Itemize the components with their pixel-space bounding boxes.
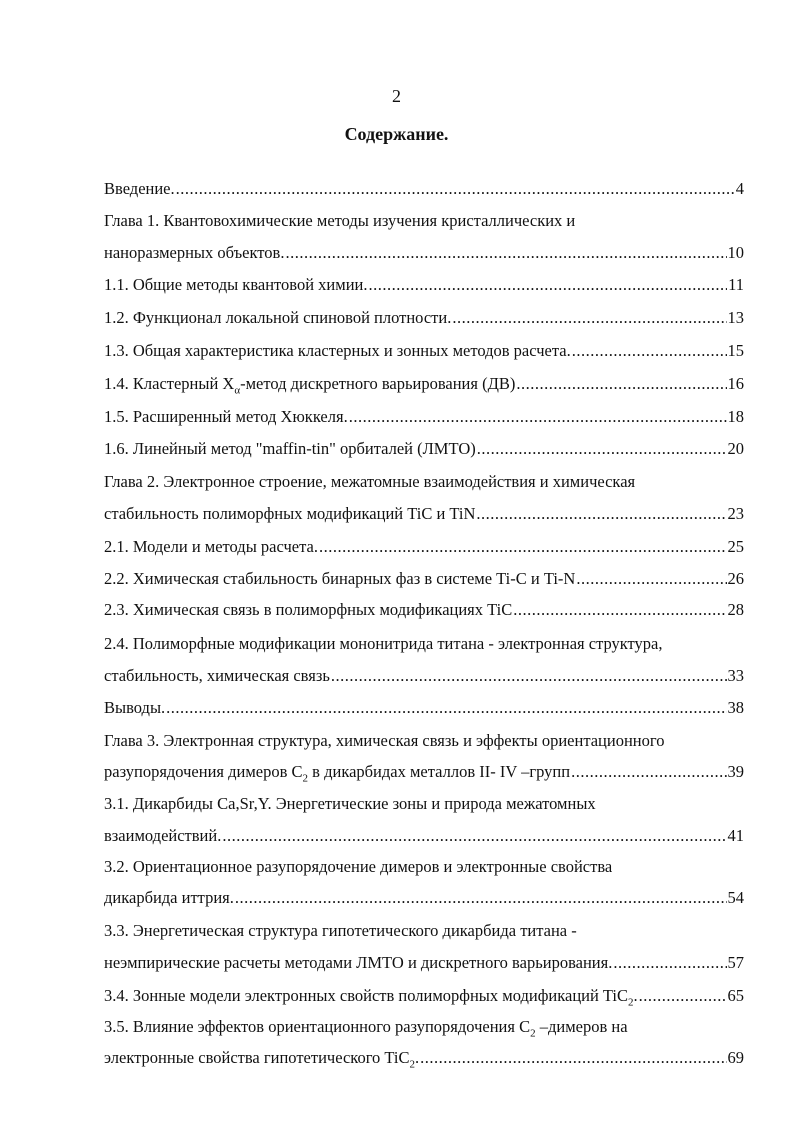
dot-leader bbox=[222, 824, 726, 848]
toc-entry-page: 20 bbox=[727, 439, 744, 458]
toc-entry-page: 65 bbox=[727, 986, 744, 1005]
dot-leader bbox=[235, 886, 727, 910]
toc-entry bbox=[104, 886, 744, 910]
toc-entry-page: 25 bbox=[727, 537, 744, 556]
dot-leader bbox=[176, 177, 735, 201]
toc-entry bbox=[104, 760, 744, 784]
toc-entry-page: 23 bbox=[727, 504, 744, 523]
toc-entry-page: 10 bbox=[727, 243, 744, 262]
toc-entry-title bbox=[104, 1046, 419, 1070]
toc-entry-title: стабильность полиморфных модификаций TiC и TiN bbox=[104, 504, 476, 523]
toc-entry bbox=[104, 664, 744, 688]
title-part: 3.4. Зонные модели электронных свойств полиморфных модификаций TiC bbox=[104, 986, 629, 1005]
dot-leader bbox=[285, 241, 726, 265]
title-part: 1.4. Кластерный X bbox=[104, 374, 235, 393]
toc-entry-page: 54 bbox=[727, 888, 744, 907]
dot-leader bbox=[516, 372, 726, 396]
toc-entry-page: 57 bbox=[727, 953, 744, 972]
toc-entry-title: 2.1. Модели и методы расчета. bbox=[104, 537, 318, 556]
dot-leader bbox=[571, 760, 726, 784]
toc-entry-title: 1.6. Линейный метод "maffin-tin" орбиталей (ЛМТО) bbox=[104, 439, 476, 458]
toc-entry-title: Глава 3. Электронная структура, химическая связь и эффекты ориентационного bbox=[104, 731, 665, 750]
toc-entry-page: 26 bbox=[727, 569, 744, 588]
dot-leader bbox=[319, 535, 727, 559]
title-part: –димеров на bbox=[535, 1017, 628, 1036]
toc-entry-title: 3.3. Энергетическая структура гипотетического дикарбида титана - bbox=[104, 921, 577, 940]
toc-entry-title: Глава 1. Квантовохимические методы изучения кристаллических и bbox=[104, 211, 576, 230]
subscript: 2 bbox=[409, 1058, 416, 1071]
page-number: 2 bbox=[392, 86, 401, 106]
toc-entry bbox=[104, 177, 744, 201]
toc-entry-line bbox=[104, 1015, 744, 1039]
toc-entry-line bbox=[104, 919, 744, 943]
toc-entry bbox=[104, 437, 744, 461]
dot-leader bbox=[477, 437, 727, 461]
toc-entry-line bbox=[104, 470, 744, 494]
toc-entry-title: Введение. bbox=[104, 179, 175, 198]
subscript: α bbox=[234, 384, 241, 397]
toc-entry bbox=[104, 241, 744, 265]
toc-entry-page: 18 bbox=[727, 407, 744, 426]
toc-entry-title: 1.3. Общая характеристика кластерных и зонных методов расчета. bbox=[104, 341, 571, 360]
toc-entry-line bbox=[104, 209, 744, 233]
title-part: разупорядочения димеров C bbox=[104, 762, 303, 781]
dot-leader bbox=[331, 664, 727, 688]
toc-entry-page: 28 bbox=[727, 600, 744, 619]
toc-entry bbox=[104, 696, 744, 720]
title-part: в дикарбидах металлов II- IV –групп bbox=[308, 762, 571, 781]
toc-entry-title bbox=[104, 372, 515, 396]
toc-entry-title: 3.2. Ориентационное разупорядочение димеров и электронные свойства bbox=[104, 857, 613, 876]
toc-entry bbox=[104, 306, 744, 330]
toc-entry-title: 3.1. Дикарбиды Ca,Sr,Y. Энергетические зоны и природа межатомных bbox=[104, 794, 596, 813]
toc-entry bbox=[104, 951, 744, 975]
toc-entry-title: стабильность, химическая связь bbox=[104, 666, 330, 685]
toc-entry-title: 2.4. Полиморфные модификации мононитрида титана - электронная структура, bbox=[104, 634, 663, 653]
dot-leader bbox=[368, 273, 727, 297]
toc-entry-page: 38 bbox=[727, 698, 744, 717]
toc-entry-title: наноразмерных объектов. bbox=[104, 243, 285, 262]
dot-leader bbox=[613, 951, 726, 975]
toc-entry-page: 15 bbox=[727, 341, 744, 360]
toc-entry-title: 2.2. Химическая стабильность бинарных фаз в системе Ti-C и Ti-N bbox=[104, 569, 576, 588]
page-title: Содержание. bbox=[344, 124, 449, 144]
toc-entry-title: Выводы. bbox=[104, 698, 166, 717]
toc-entry bbox=[104, 824, 744, 848]
dot-leader bbox=[166, 696, 726, 720]
subscript: 2 bbox=[302, 772, 309, 785]
toc-entry-title: Глава 2. Электронное строение, межатомные взаимодействия и химическая bbox=[104, 472, 636, 491]
toc-entry-title bbox=[104, 984, 638, 1008]
dot-leader bbox=[452, 306, 726, 330]
toc-entry-title: 2.3. Химическая связь в полиморфных модификациях TiC bbox=[104, 600, 513, 619]
dot-leader bbox=[476, 502, 726, 526]
subscript: 2 bbox=[628, 996, 634, 1009]
title-part: электронные свойства гипотетического TiC bbox=[104, 1048, 410, 1067]
toc-entry bbox=[104, 372, 744, 396]
dot-leader bbox=[513, 598, 726, 622]
toc-entry-page: 13 bbox=[727, 308, 744, 327]
toc-entry-line bbox=[104, 632, 744, 656]
toc-entry-title: неэмпирические расчеты методами ЛМТО и дискретного варьирования. bbox=[104, 953, 613, 972]
title-part: . bbox=[633, 986, 638, 1005]
dot-leader bbox=[576, 567, 726, 591]
dot-leader bbox=[639, 984, 727, 1008]
toc-entry-title: взаимодействий. bbox=[104, 826, 222, 845]
toc-entry-page: 41 bbox=[727, 826, 744, 845]
dot-leader bbox=[349, 405, 727, 429]
toc-entry-page: 11 bbox=[728, 275, 744, 294]
toc-entry-page: 4 bbox=[735, 179, 744, 198]
toc-entry bbox=[104, 339, 744, 363]
toc-entry-title bbox=[104, 1017, 628, 1040]
toc-entry-title bbox=[104, 760, 570, 784]
toc-entry bbox=[104, 273, 744, 297]
toc-entry-title: 1.2. Функционал локальной спиновой плотности. bbox=[104, 308, 452, 327]
dot-leader bbox=[420, 1046, 726, 1070]
toc-entry-line bbox=[104, 855, 744, 879]
toc-entry-page: 39 bbox=[727, 762, 744, 781]
toc-entry-title: 1.1. Общие методы квантовой химии. bbox=[104, 275, 368, 294]
title-part: 3.5. Влияние эффектов ориентационного разупорядочения C bbox=[104, 1017, 531, 1036]
title-part: -метод дискретного варьирования (ДВ) bbox=[240, 374, 516, 393]
subscript: 2 bbox=[530, 1027, 536, 1040]
toc-entry bbox=[104, 1046, 744, 1070]
toc-entry bbox=[104, 598, 744, 622]
dot-leader bbox=[572, 339, 727, 363]
toc-entry-page: 33 bbox=[727, 666, 744, 685]
toc-entry bbox=[104, 502, 744, 526]
title-part: . bbox=[415, 1048, 420, 1067]
toc-entry bbox=[104, 567, 744, 591]
toc-entry bbox=[104, 535, 744, 559]
toc-entry bbox=[104, 984, 744, 1008]
toc-entry-page: 16 bbox=[727, 374, 744, 393]
toc-entry-title: 1.5. Расширенный метод Хюккеля. bbox=[104, 407, 348, 426]
toc-entry-line bbox=[104, 792, 744, 816]
toc-entry-line bbox=[104, 729, 744, 753]
toc-entry bbox=[104, 405, 744, 429]
toc-entry-title: дикарбида иттрия. bbox=[104, 888, 234, 907]
toc-entry-page: 69 bbox=[727, 1048, 744, 1067]
